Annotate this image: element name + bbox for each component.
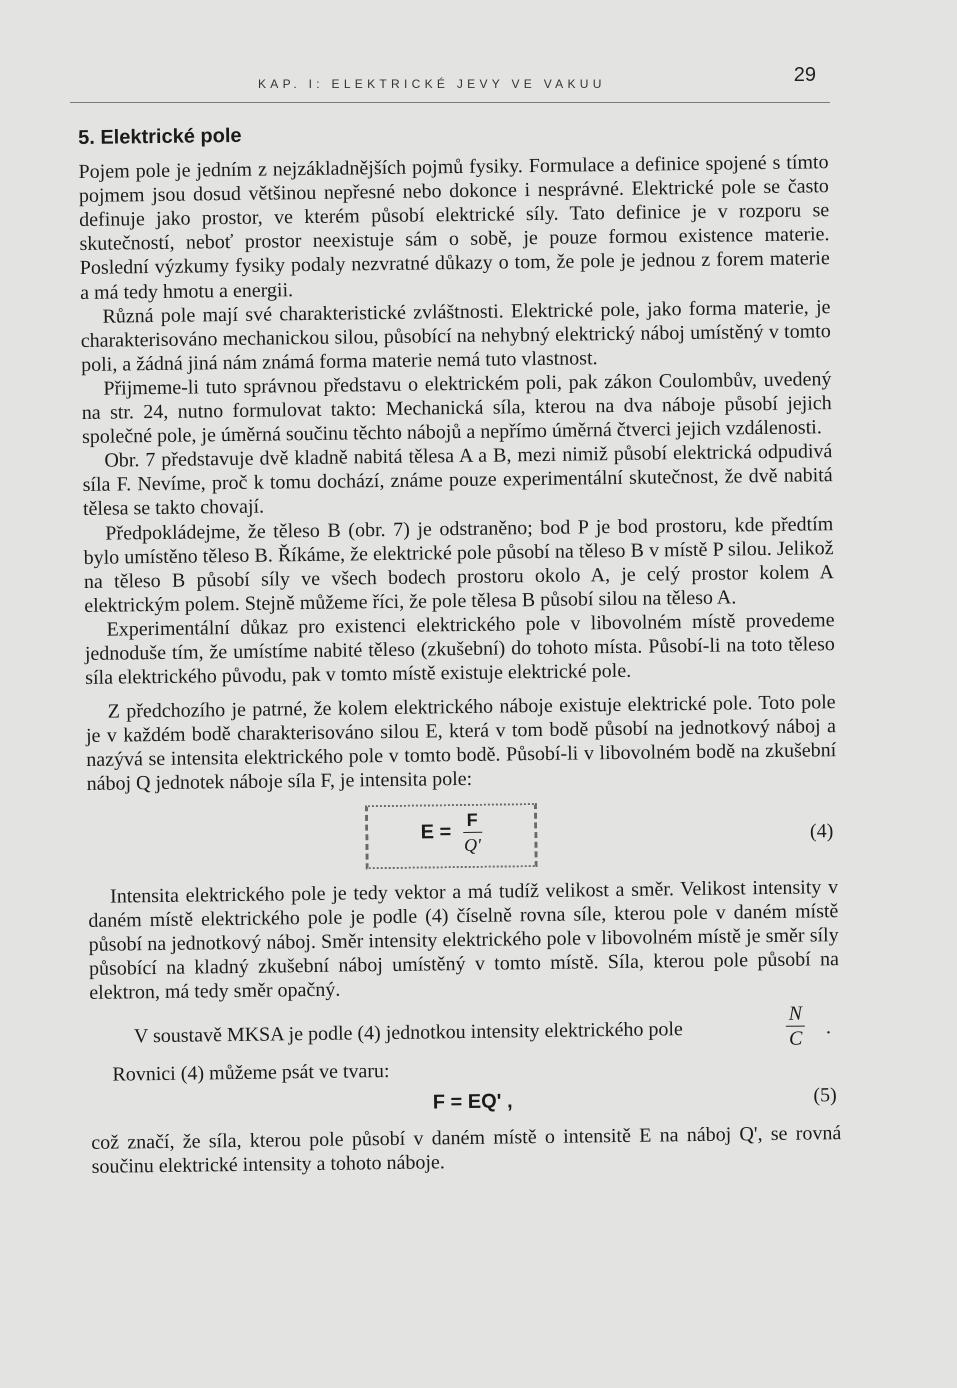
unit-numerator: N [786, 1002, 806, 1027]
paragraph-conclusion: což značí, že síla, kterou pole působí v daném místě o intensitě E na náboj Q', se rovná součinu elektrické intensity a tohoto náboje. [91, 1122, 842, 1179]
paragraph-field-definition: Pojem pole je jedním z nejzákladnějších pojmů fysiky. Formulace a definice spojené s tímto pojmem jsou dosud většinou nepřesné nebo dokonce i nesprávné. Elektrické pole se často definuje jako prostor, ve kterém působí elektrické síly. Tato definice je v rozporu se skutečností, neboť prostor neexistuje sám o sobě, je pouze formou existence materie. Poslední výzkumy fysiky podaly nezvratné důkazy o tom, že pole je jednou z forem materie a má tedy hmotu a energii. [78, 151, 830, 304]
equation-4-number: (4) [809, 819, 834, 843]
equation-box [365, 803, 538, 869]
paragraph-intensity-vector: Intensita elektrického pole je tedy vektor a má tudíž velikost a směr. Velikost intensity v daném místě elektrického pole je podle (4) číselně rovna síle, kterou pole v daném místě působí na jednotkový náboj. Směr intensity elektrického pole v libovolném místě je směr síly působící na kladný zkušební náboj umístěný v tomto místě. Síla, kterou pole působí na elektron, má tedy směr opačný. [88, 875, 840, 1004]
paragraph-coulomb-law: Přijmeme-li tuto správnou představu o elektrickém poli, pak zákon Coulombův, uvedený na str. 24, nutno formulovat takto: Mechanická síla, kterou na dva náboje působí jejich společné pole, je úměrná součinu těchto nábojů a nepřímo úměrná čtverci jejich vzdálenosti. [81, 368, 832, 449]
equation-4-denominator: Q' [463, 834, 482, 855]
paragraph-field-as-matter: Různá pole mají své charakteristické zvláštnosti. Elektrické pole, jako forma materie, je charakterisováno mechanickou silou, působící na nehybný elektrický náboj umístěný v tomto poli, a žádná jiná nám známá forma materie nemá tuto vlastnost. [80, 295, 831, 376]
equation-4-lhs: E = [420, 820, 452, 843]
unit-line [90, 1002, 840, 1057]
section-title: 5. Elektrické pole [78, 124, 242, 149]
equation-4 [87, 793, 838, 881]
equation-5-number: (5) [813, 1084, 837, 1107]
equation-4-numerator: F [463, 807, 482, 832]
unit-fraction [786, 1002, 806, 1051]
paragraph-figure-7: Obr. 7 představuje dvě kladně nabitá tělesa A a B, mezi nimiž působí elektrická odpudivá síla F. Nevíme, proč k tomu dochází, známe pouze experimentální skutečnost, že dvě nabitá tělesa se takto chovají. [82, 440, 833, 521]
equation-4-formula [368, 807, 535, 858]
equation-5 [91, 1081, 841, 1125]
equation-5-formula: F = EQ' , [432, 1090, 513, 1114]
running-head: KAP. I: ELEKTRICKÉ JEVY VE VAKUU [258, 77, 606, 91]
unit-sentence: V soustavě MKSA je podle (4) jednotkou intensity elektrického pole [133, 1018, 684, 1048]
page-header [70, 62, 830, 103]
page-body [78, 116, 842, 1179]
unit-period: . [825, 1016, 832, 1039]
paragraph-experimental-proof: Experimentální důkaz pro existenci elektrického pole v libovolném místě provedeme jednoduše tím, že umístíme nabité těleso (zkušební) do tohoto místa. Působí-li na toto těleso síla elektrického původu, pak v tomto místě existuje elektrické pole. [84, 609, 835, 690]
paragraph-intensity-intro: Z předchozího je patrné, že kolem elektrického náboje existuje elektrické pole. Toto pole je v každém bodě charakterisováno silou E, která v tom bodě působí na jednotkový náboj a nazývá se intensita elektrického pole v tomto bodě. Působí-li v libovolném bodě na zkušební náboj Q jednotek náboje síla F, je intensita pole: [85, 691, 837, 796]
paragraph-rewrite: Rovnici (4) můžeme psát ve tvaru: [112, 1060, 390, 1086]
unit-denominator: C [788, 1027, 803, 1050]
page-number: 29 [793, 64, 816, 86]
equation-4-fraction [463, 807, 483, 856]
paragraph-field-at-point: Předpokládejme, že těleso B (obr. 7) je odstraněno; bod P je bod prostoru, kde předtím bylo umístěno těleso B. Říkáme, že elektrické pole působí na těleso B v místě P silou. Jelikož na těleso B působí síly ve všech bodech prostoru okolo A, je celý prostor kolem A elektrickým polem. Stejně můžeme říci, že pole tělesa B působí silou na těleso A. [83, 512, 835, 617]
